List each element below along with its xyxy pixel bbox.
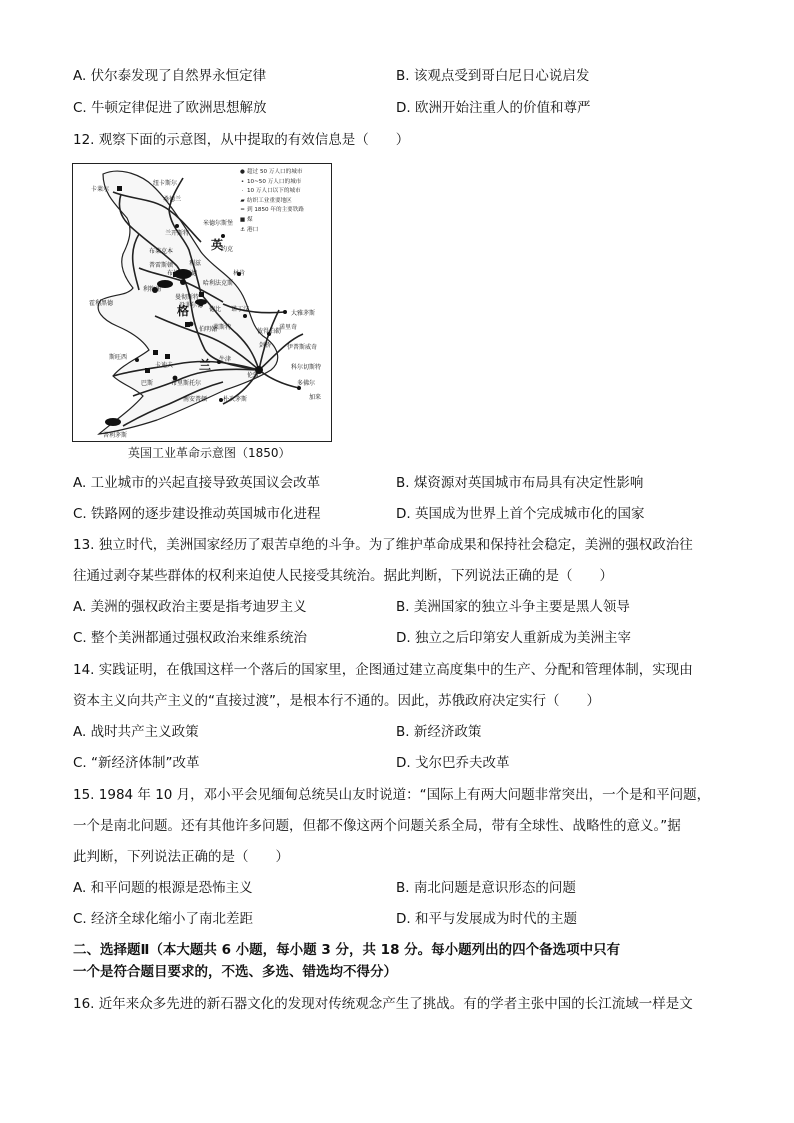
q15-option-a[interactable]: A. 和平问题的根源是恐怖主义	[73, 880, 253, 896]
q11-option-b[interactable]: B. 该观点受到哥白尼日心说启发	[396, 68, 590, 84]
city-label: 德比	[209, 306, 222, 313]
q12-stem: 12. 观察下面的示意图，从中提取的有效信息是（ ）	[73, 132, 410, 148]
legend-label: 超过 50 万人口的城市	[247, 169, 303, 175]
q11-option-c[interactable]: C. 牛顿定律促进了欧洲思想解放	[73, 100, 267, 116]
city-label: 莱斯特	[213, 324, 232, 331]
city-label: 诺丁汉	[231, 306, 250, 313]
city-label: 伦敦	[247, 372, 260, 379]
legend-label: 纺织工业重要地区	[247, 197, 292, 204]
city-label: 诺里奇	[279, 324, 298, 331]
city-label: 普利茅斯	[103, 432, 128, 439]
square-icon: ■	[239, 216, 246, 223]
city-label: 利兹	[189, 260, 202, 267]
q12-option-a[interactable]: A. 工业城市的兴起直接导致英国议会改革	[73, 475, 321, 491]
city-label: 布里斯托尔	[171, 380, 202, 387]
city-label: 布莱克本	[149, 248, 174, 255]
q12-option-c[interactable]: C. 铁路网的逐步建设推动英国城市化进程	[73, 506, 321, 522]
q13-option-c[interactable]: C. 整个美洲都通过强权政治来维系统治	[73, 630, 308, 646]
q11-option-a[interactable]: A. 伏尔泰发现了自然界永恒定律	[73, 68, 267, 84]
city-label: 大雅茅斯	[291, 310, 316, 317]
city-label: 桑德兰	[163, 196, 182, 203]
city-label: 普雷斯顿	[149, 262, 174, 269]
q15-option-c[interactable]: C. 经济全球化缩小了南北差距	[73, 911, 254, 927]
legend-label: 港口	[247, 226, 259, 233]
city-label: 卡莱尔	[91, 186, 110, 193]
q15-option-b[interactable]: B. 南北问题是意识形态的问题	[396, 880, 576, 896]
england-industrial-map	[72, 163, 332, 442]
city-label: 曼彻斯特	[175, 294, 200, 301]
legend-label: 10~50 万人口的城市	[247, 178, 302, 185]
section2-heading-line1: 二、选择题Ⅱ（本大题共 6 小题，每小题 3 分，共 18 分。每小题列出的四个备选项中只有	[73, 942, 621, 958]
city-label: 斯旺西	[109, 354, 128, 361]
q14-option-d[interactable]: D. 戈尔巴乔夫改革	[396, 755, 510, 771]
city-label: 设菲尔德	[179, 302, 204, 309]
city-label: 纽卡斯尔	[153, 180, 178, 187]
city-label: 米德尔斯堡	[203, 220, 234, 227]
city-label: 哈利法克斯	[203, 280, 234, 287]
q15-option-d[interactable]: D. 和平与发展成为时代的主题	[396, 911, 577, 927]
city-label: 布拉德福德	[167, 270, 198, 277]
city-label: 林肯	[233, 270, 246, 277]
q15-stem-line1: 15. 1984 年 10 月，邓小平会见缅甸总统吴山友时说道：“国际上有两大问题非常突出，一个是和平问题，	[73, 787, 711, 803]
city-label: 牛津	[219, 356, 232, 363]
q12-option-b[interactable]: B. 煤资源对英国城市布局具有决定性影响	[396, 475, 644, 491]
legend-label: 10 万人口以下的城市	[247, 188, 301, 195]
city-label: 约克	[221, 246, 234, 253]
map-label-ge: 格	[177, 304, 190, 318]
q13-stem-line1: 13. 独立时代，美洲国家经历了艰苦卓绝的斗争。为了维护革命成果和保持社会稳定，美洲的强权政治往	[73, 537, 693, 553]
rail-line-icon: ━	[240, 207, 245, 214]
q13-stem-line2: 往通过剥夺某些群体的权利来迫使人民接受其统治。据此判断，下列说法正确的是（ ）	[73, 568, 613, 584]
city-label: 霍利黑德	[89, 300, 114, 307]
city-label: 多佛尔	[297, 380, 316, 387]
city-label: 兰开斯特	[165, 230, 190, 237]
city-label: 伯明翰	[199, 326, 218, 333]
region-blob-icon: ▰	[240, 197, 245, 204]
city-label: 剑桥	[259, 342, 272, 349]
city-label: 利物浦	[143, 286, 162, 293]
city-label: 伊普斯威奇	[287, 344, 318, 351]
anchor-icon: ⚓	[239, 226, 245, 233]
map-label-ying: 英	[211, 238, 224, 252]
large-dot-icon: ●	[240, 169, 245, 175]
city-label: 卡迪夫	[155, 362, 174, 369]
city-label: 彼得伯勒	[257, 328, 282, 335]
q11-option-d[interactable]: D. 欧洲开始注重人的价值和尊严	[396, 100, 591, 116]
q15-stem-line2: 一个是南北问题。还有其他许多问题，但都不像这两个问题关系全局，带有全球性、战略性的意义。”据	[73, 818, 681, 834]
city-label: 南安普顿	[183, 396, 208, 403]
city-label: 巴斯	[141, 380, 154, 387]
city-label: 科尔切斯特	[291, 364, 322, 371]
q16-stem: 16. 近年来众多先进的新石器文化的发现对传统观念产生了挑战。有的学者主张中国的长江流域一样是文	[73, 996, 693, 1012]
q14-option-a[interactable]: A. 战时共产主义政策	[73, 724, 199, 740]
city-label: 朴次茅斯	[223, 396, 248, 403]
map-label-lan: 兰	[199, 358, 212, 372]
medium-dot-icon: •	[240, 178, 245, 185]
map-legend	[238, 168, 304, 235]
q14-option-b[interactable]: B. 新经济政策	[396, 724, 482, 740]
q14-stem-line2: 资本主义向共产主义的“直接过渡”，是根本行不通的。因此，苏俄政府决定实行（ ）	[73, 693, 600, 709]
q14-option-c[interactable]: C. “新经济体制”改革	[73, 755, 200, 771]
map-caption: 英国工业革命示意图（1850）	[128, 446, 291, 460]
city-label: 加来	[309, 394, 322, 401]
legend-label: 煤	[247, 216, 253, 223]
small-dot-icon: ·	[241, 188, 244, 195]
q13-option-a[interactable]: A. 美洲的强权政治主要是指考迪罗主义	[73, 599, 307, 615]
section2-heading-line2: 一个是符合题目要求的，不选、多选、错选均不得分）	[73, 964, 397, 980]
q15-stem-line3: 此判断，下列说法正确的是（ ）	[73, 849, 289, 865]
q13-option-d[interactable]: D. 独立之后印第安人重新成为美洲主宰	[396, 630, 631, 646]
q13-option-b[interactable]: B. 美洲国家的独立斗争主要是黑人领导	[396, 599, 630, 615]
q14-stem-line1: 14. 实践证明，在俄国这样一个落后的国家里，企图通过建立高度集中的生产、分配和管理体制，实现由	[73, 662, 693, 678]
legend-label: 到 1850 年的主要铁路	[247, 207, 304, 214]
q12-option-d[interactable]: D. 英国成为世界上首个完成城市化的国家	[396, 506, 645, 522]
